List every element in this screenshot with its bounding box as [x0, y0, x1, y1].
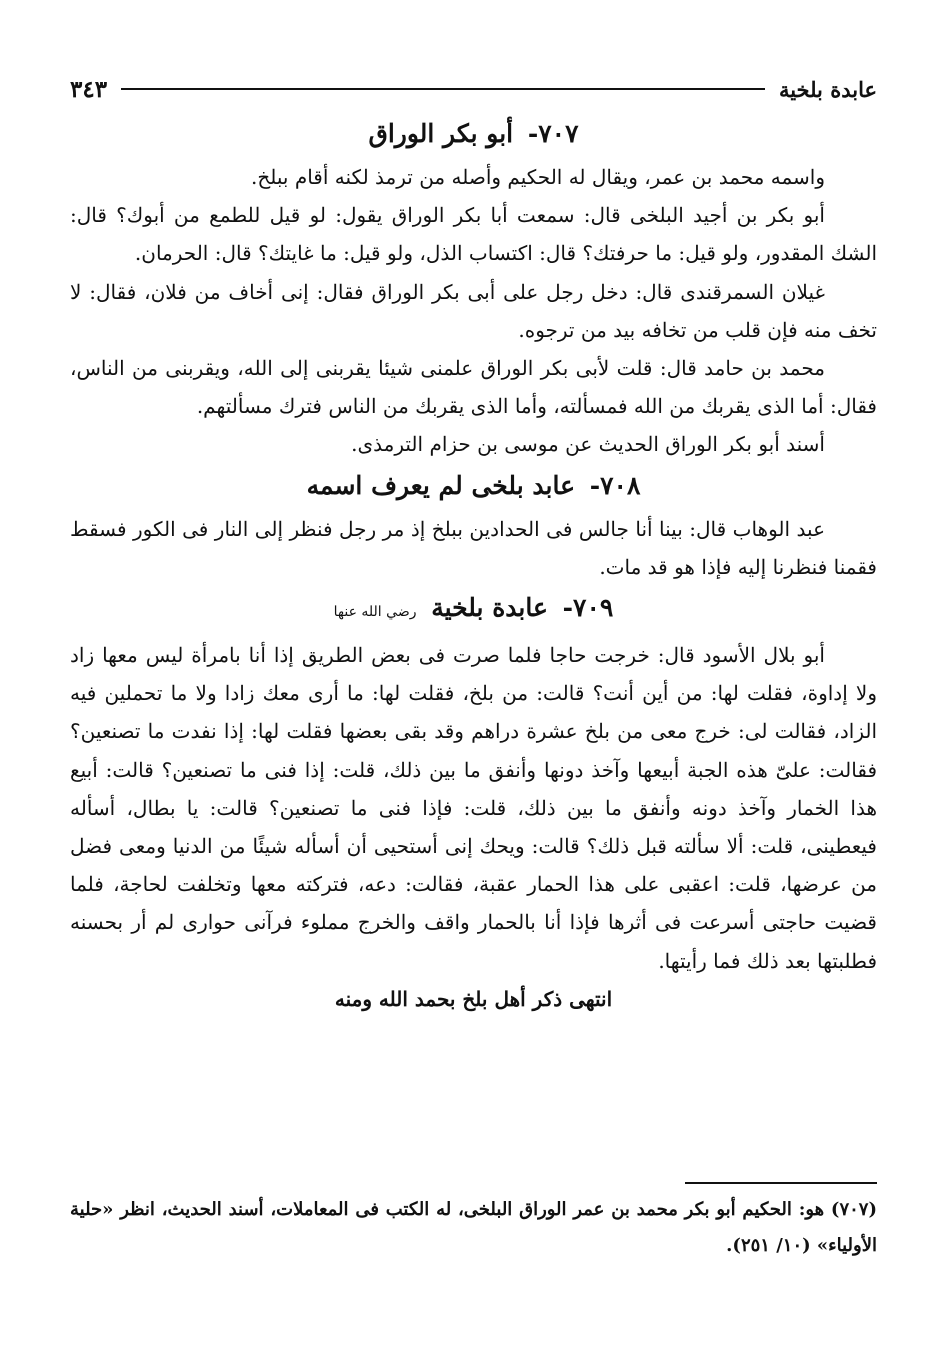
footnotes	[70, 1192, 877, 1264]
paragraph: غيلان السمرقندى قال: دخل رجل على أبى بكر الوراق فقال: إنى أخاف من فلان، فقال: لا تخف منه فإن قلب من تخافه بيد من ترجوه.	[70, 279, 877, 342]
section-heading-707	[70, 114, 877, 154]
running-title: عابدة بلخية	[778, 76, 877, 102]
paragraph: أبو بكر بن أجيد البلخى قال: سمعت أبا بكر الوراق يقول: لو قيل للطمع من أبوك؟ قال: الشك المقدور، ولو قيل: ما حرفتك؟ قال: اكتساب الذل، ولو قيل: ما غايتك؟ قال: الحرمان.	[70, 203, 877, 266]
section-heading-709	[70, 588, 877, 632]
paragraph: عبد الوهاب قال: بينا أنا جالس فى الحدادين ببلخ إذ مر رجل فنظر إلى النار فى الكور فسقط فقمنا فنظرنا إليه فإذا هو قد مات.	[70, 516, 877, 579]
section-title: أبو بكر الوراق	[368, 119, 514, 148]
section-title: عابدة بلخية	[431, 593, 548, 623]
section-title: عابد بلخى لم يعرف اسمه	[306, 470, 575, 500]
page-header	[70, 72, 877, 106]
section-number: ٧٠٨-	[589, 470, 641, 500]
closing-line: انتهى ذكر أهل بلخ بحمد الله ومنه	[334, 986, 613, 1011]
main-content	[70, 112, 877, 1018]
paragraph: واسمه محمد بن عمر، ويقال له الحكيم وأصله من ترمذ لكنه أقام ببلخ.	[250, 165, 825, 189]
paragraph: محمد بن حامد قال: قلت لأبى بكر الوراق علمنى شيئا يقربنى إلى الله، ويقربنى من الناس، فقال: أما الذى يقربك من الله فمسألته، وأما الذى يقربك من الناس فترك مسألتهم.	[70, 356, 877, 419]
honorific-glyph: رضي الله عنها	[333, 604, 417, 621]
footnote: (٧٠٧) هو: الحكيم أبو بكر محمد بن عمر الوراق البلخى، له الكتب فى المعاملات، أسند الحديث، انظر «حلية الأولياء» (١٠/ ٢٥١).	[70, 1199, 877, 1256]
header-rule	[121, 88, 765, 90]
section-number: ٧٠٩-	[562, 593, 614, 623]
section-number: ٧٠٧-	[527, 119, 579, 148]
footnote-divider	[685, 1182, 877, 1184]
page-number: ٣٤٣	[70, 75, 108, 103]
paragraph: أبو بلال الأسود قال: خرجت حاجا فلما صرت فى بعض الطريق إذا أنا بامرأة ليس معها زاد ولا إداوة، فقلت لها: من أين أنت؟ قالت: من بلخ، فقلت لها: ما أرى معك زادا ولا ما تحملين فيه الزاد، فقالت لى: خرج معى من بلخ عشرة دراهم وقد بقى بعضها فقلت لها: إذا نفدت ما تصنعين؟ فقالت: علىّ هذه الجبة أبيعها وآخذ دونها وأنفق ما بين ذلك، قلت: إذا فنى ما تصنعين؟ قالت: أبيع هذا الخمار وآخذ دونه وأنفق ما بين ذلك، قلت: فإذا فنى ما تصنعين؟ قالت: يا بطال، أسأله فيعطينى، قلت: ألا سألته قبل ذلك؟ قالت: ويحك إنى أستحيى أن أسأله شيئًا من الدنيا ومعى فضل من عرضها، قلت: اعقبى على هذا الحمار عقبة، فقالت: دعه، فتركته معها وتخلفت لحاجة، فلما قضيت حاجتى أسرعت فى أثرها فإذا أنا بالحمار واقف والخرج مملوء فرآنى حوارى لم أر بحسنه فطلبتها بعد ذلك فما رأيتها.	[70, 643, 878, 973]
section-heading-708	[70, 466, 877, 506]
paragraph: أسند أبو بكر الوراق الحديث عن موسى بن حزام الترمذى.	[351, 432, 825, 457]
